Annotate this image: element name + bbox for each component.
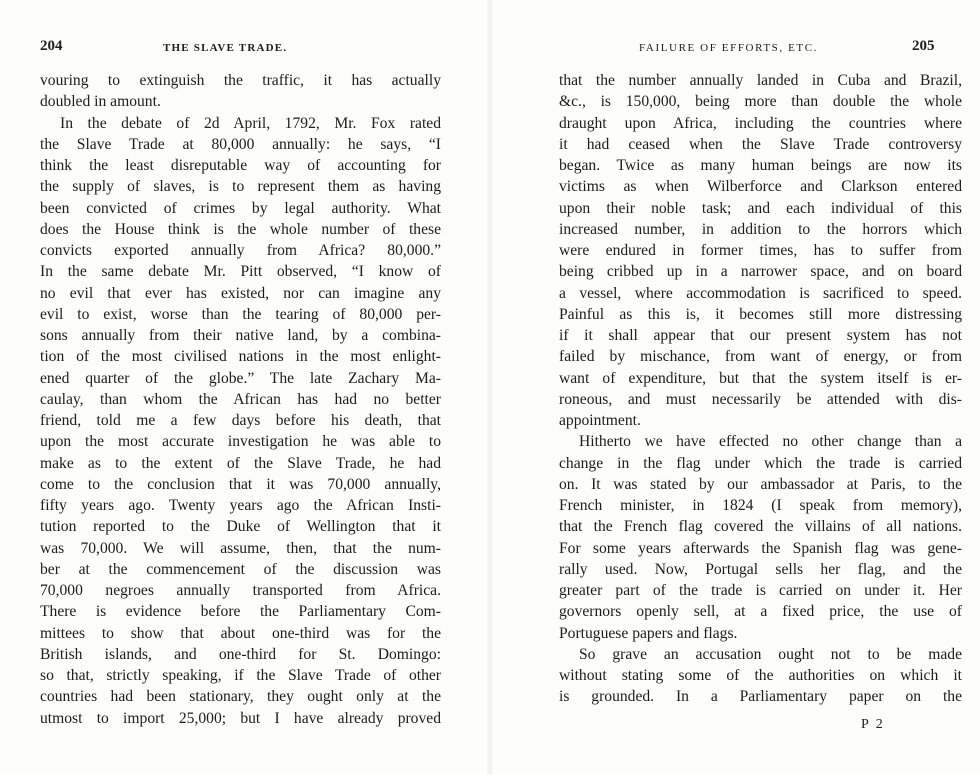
text-line: that the number annually landed in Cuba and Brazil,	[559, 72, 962, 89]
text-line: that the French flag covered the villains of all nations.	[559, 518, 962, 536]
text-line: governors openly sell, at a fixed price, the use of	[559, 603, 962, 621]
right-page-body	[559, 70, 962, 708]
text-line: been convicted of crimes by legal authority. What	[40, 199, 441, 217]
text-line: think the least disreputable way of accounting for	[40, 157, 441, 174]
text-line: tion of the most civilised nations in the most enlight-	[40, 348, 441, 366]
right-page	[490, 0, 980, 774]
text-line: doubled in amount.	[40, 93, 161, 111]
text-line: so that, strictly speaking, if the Slave Trade of other	[40, 667, 441, 684]
text-line: come to the conclusion that it was 70,000 annually,	[40, 475, 441, 493]
text-line: want of expenditure, but that the system itself is er-	[559, 369, 962, 387]
right-page-number: 205	[912, 38, 935, 54]
text-line: does the House think is the whole number of these	[40, 220, 441, 238]
text-line: if it shall appear that our present system has not	[559, 327, 962, 344]
text-line: French minister, in 1824 (I speak from memory),	[559, 497, 962, 514]
text-line: &c., is 150,000, being more than double the whole	[559, 93, 962, 111]
text-line: For some years afterwards the Spanish flag was gene-	[559, 539, 962, 557]
text-line: without stating some of the authorities on which it	[559, 667, 962, 684]
text-line: There is evidence before the Parliamentary Com-	[40, 603, 441, 621]
text-line: on. It was stated by our ambassador at Paris, to the	[559, 475, 962, 493]
text-line: increased number, in addition to the horrors which	[559, 220, 962, 238]
text-line: Portuguese papers and flags.	[559, 624, 738, 642]
text-line: upon their noble task; and each individual of this	[559, 199, 962, 217]
text-line: British islands, and one-third for St. Domingo:	[40, 645, 441, 663]
text-line: the supply of slaves, is to represent them as having	[40, 178, 441, 196]
text-line: fifty years ago. Twenty years ago the African Insti-	[40, 497, 441, 514]
text-line: change in the flag under which the trade is carried	[559, 454, 962, 472]
text-line: draught upon Africa, including the countries where	[559, 114, 962, 132]
left-page-number: 204	[40, 38, 63, 54]
text-line: caulay, than whom the African has had no better	[40, 390, 441, 408]
text-line: upon the most accurate investigation he was able to	[40, 433, 441, 451]
text-line: ber at the commencement of the discussion was	[40, 560, 441, 578]
text-line: In the debate of 2d April, 1792, Mr. Fox rated	[60, 114, 441, 132]
text-line: countries had been stationary, they ought only at the	[40, 688, 441, 706]
right-running-title: FAILURE OF EFFORTS, ETC.	[639, 42, 819, 54]
text-line: rally used. Now, Portugal sells her flag, and the	[559, 560, 962, 578]
text-line: 70,000 negroes annually transported from Africa.	[40, 582, 441, 599]
text-line: In the same debate Mr. Pitt observed, “I know of	[40, 263, 441, 281]
text-line: mittees to show that about one-third was for the	[40, 624, 441, 642]
left-page-body	[40, 70, 441, 729]
text-line: no evil that ever has existed, nor can imagine any	[40, 284, 441, 302]
text-line: So grave an accusation ought not to be made	[579, 645, 962, 663]
text-line: victims as when Wilberforce and Clarkson entered	[559, 178, 962, 196]
text-line: tution reported to the Duke of Wellington that it	[40, 518, 441, 536]
text-line: friend, told me a few days before his death, that	[40, 412, 441, 429]
text-line: were endured in former times, has to suffer from	[559, 242, 962, 259]
text-line: began. Twice as many human beings are now its	[559, 157, 962, 174]
text-line: appointment.	[559, 412, 641, 429]
text-line: sons annually from their native land, by a combina-	[40, 327, 441, 344]
signature-mark: P 2	[861, 717, 885, 732]
text-line: Hitherto we have effected no other change than a	[579, 433, 962, 451]
text-line: roneous, and must necessarily be attended with dis-	[559, 390, 962, 408]
text-line: was 70,000. We will assume, then, that the num-	[40, 539, 441, 557]
left-running-title: THE SLAVE TRADE.	[163, 42, 288, 54]
text-line: a vessel, where accommodation is sacrificed to speed.	[559, 284, 962, 302]
text-line: convicts exported annually from Africa? 80,000.”	[40, 242, 441, 259]
text-line: being cribbed up in a narrower space, and on board	[559, 263, 962, 281]
text-line: greater part of the trade is carried on under it. Her	[559, 582, 962, 599]
text-line: Painful as this is, it becomes still more distressing	[559, 305, 962, 323]
text-line: utmost to import 25,000; but I have already proved	[40, 709, 441, 727]
text-line: is grounded. In a Parliamentary paper on the	[559, 688, 962, 706]
text-line: evil to exist, worse than the tearing of 80,000 per-	[40, 305, 441, 323]
text-line: it had ceased when the Slave Trade controversy	[559, 135, 962, 153]
text-line: failed by mischance, from want of energy, or from	[559, 348, 962, 366]
text-line: the Slave Trade at 80,000 annually: he says, “I	[40, 135, 441, 153]
text-line: ened quarter of the globe.” The late Zachary Ma-	[40, 369, 441, 387]
text-line: vouring to extinguish the traffic, it has actually	[40, 72, 441, 89]
text-line: make as to the extent of the Slave Trade, he had	[40, 454, 441, 472]
